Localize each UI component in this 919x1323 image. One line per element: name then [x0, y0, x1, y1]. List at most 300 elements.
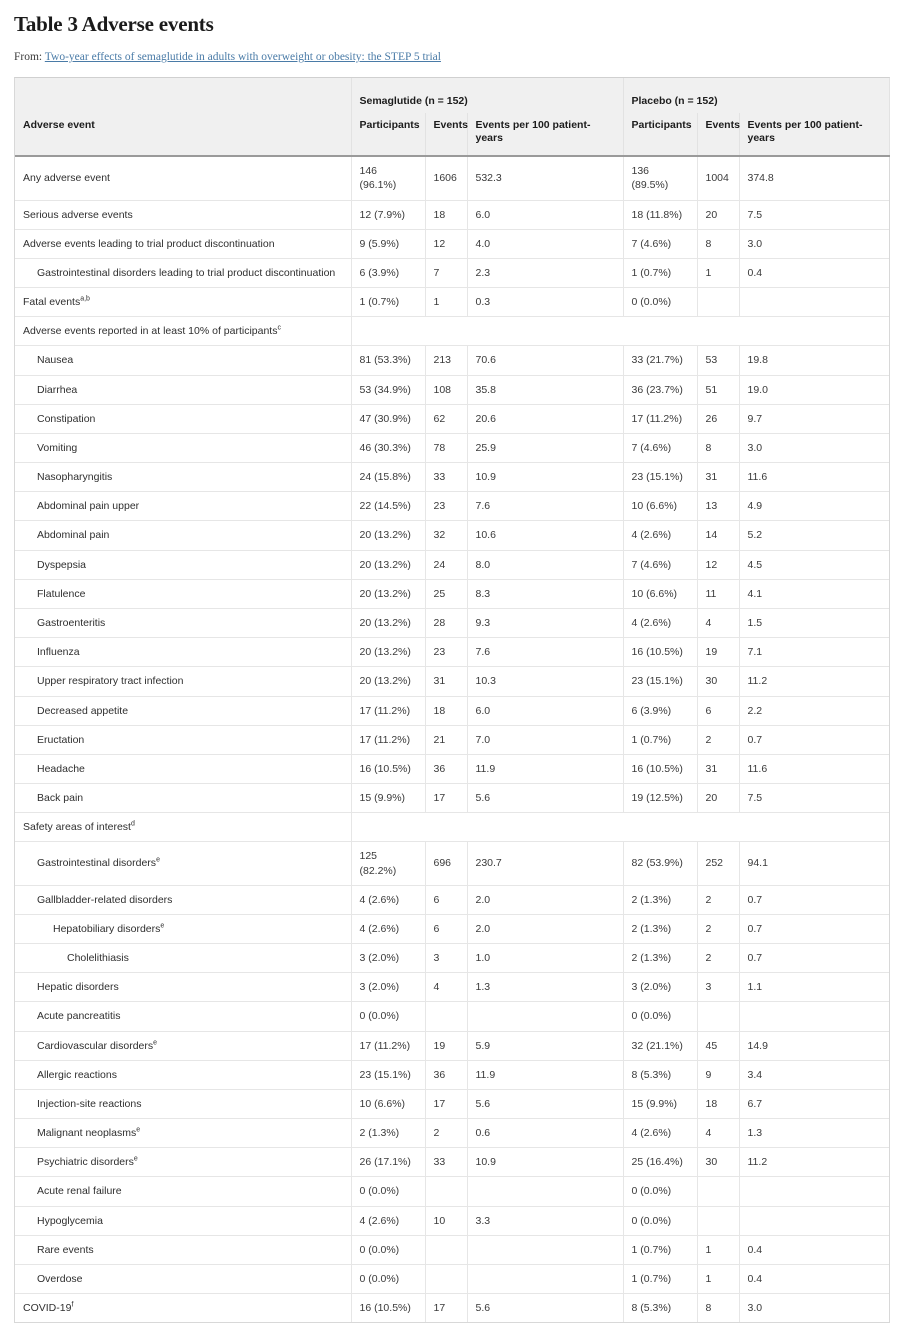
cell-sema-rate: 10.9	[467, 1148, 623, 1177]
table-row	[15, 813, 889, 842]
cell-pbo-rate: 9.7	[739, 404, 889, 433]
cell-pbo-participants: 8 (5.3%)	[623, 1060, 697, 1089]
cell-sema-participants: 15 (9.9%)	[351, 784, 425, 813]
cell-pbo-participants: 1 (0.7%)	[623, 1235, 697, 1264]
cell-adverse-event: Upper respiratory tract infection	[15, 667, 351, 696]
cell-sema-events: 3	[425, 944, 467, 973]
table-row	[15, 973, 889, 1002]
cell-sema-rate	[467, 1235, 623, 1264]
cell-adverse-event: Malignant neoplasms$^e$	[15, 1119, 351, 1148]
cell-adverse-event: Adverse events reported in at least 10% of participants$^c$	[15, 317, 351, 346]
cell-pbo-participants: 4 (2.6%)	[623, 521, 697, 550]
cell-sema-rate: 10.3	[467, 667, 623, 696]
cell-pbo-rate: 3.4	[739, 1060, 889, 1089]
cell-pbo-rate: 4.5	[739, 550, 889, 579]
cell-pbo-events: 31	[697, 463, 739, 492]
cell-pbo-rate	[739, 1177, 889, 1206]
cell-sema-rate: 0.6	[467, 1119, 623, 1148]
cell-adverse-event: Diarrhea	[15, 375, 351, 404]
cell-pbo-events: 3	[697, 973, 739, 1002]
table-page	[0, 12, 919, 1315]
cell-sema-participants: 3 (2.0%)	[351, 973, 425, 1002]
cell-sema-participants: 46 (30.3%)	[351, 433, 425, 462]
cell-pbo-events: 20	[697, 784, 739, 813]
cell-pbo-participants: 2 (1.3%)	[623, 914, 697, 943]
cell-pbo-events	[697, 288, 739, 317]
cell-pbo-participants: 19 (12.5%)	[623, 784, 697, 813]
table-row	[15, 1089, 889, 1118]
cell-pbo-rate: 3.0	[739, 1294, 889, 1323]
cell-pbo-events: 6	[697, 696, 739, 725]
cell-pbo-participants: 0 (0.0%)	[623, 1002, 697, 1031]
group-header-placebo: Placebo (n = 152)	[623, 78, 889, 113]
cell-pbo-events: 20	[697, 200, 739, 229]
table-row	[15, 521, 889, 550]
cell-pbo-events: 19	[697, 638, 739, 667]
cell-pbo-events: 2	[697, 914, 739, 943]
cell-sema-events: 23	[425, 638, 467, 667]
cell-pbo-events: 2	[697, 885, 739, 914]
cell-sema-events	[425, 1177, 467, 1206]
cell-pbo-rate: 7.5	[739, 200, 889, 229]
cell-adverse-event: Flatulence	[15, 579, 351, 608]
cell-sema-participants: 24 (15.8%)	[351, 463, 425, 492]
cell-sema-participants: 23 (15.1%)	[351, 1060, 425, 1089]
cell-pbo-rate: 5.2	[739, 521, 889, 550]
cell-pbo-events	[697, 1177, 739, 1206]
cell-pbo-events: 1	[697, 1264, 739, 1293]
cell-sema-participants: 1 (0.7%)	[351, 288, 425, 317]
cell-sema-events: 19	[425, 1031, 467, 1060]
cell-pbo-participants: 16 (10.5%)	[623, 638, 697, 667]
cell-sema-participants: 146 (96.1%)	[351, 156, 425, 200]
cell-pbo-participants: 15 (9.9%)	[623, 1089, 697, 1118]
footnote-marker: a,b	[80, 295, 90, 303]
cell-sema-participants: 2 (1.3%)	[351, 1119, 425, 1148]
cell-sema-participants: 12 (7.9%)	[351, 200, 425, 229]
table-row	[15, 914, 889, 943]
cell-sema-events: 21	[425, 725, 467, 754]
cell-pbo-rate: 6.7	[739, 1089, 889, 1118]
cell-sema-participants: 22 (14.5%)	[351, 492, 425, 521]
cell-pbo-events: 1	[697, 1235, 739, 1264]
cell-pbo-participants: 10 (6.6%)	[623, 492, 697, 521]
cell-sema-participants: 20 (13.2%)	[351, 667, 425, 696]
cell-adverse-event: Any adverse event	[15, 156, 351, 200]
cell-sema-rate: 3.3	[467, 1206, 623, 1235]
cell-adverse-event: Nasopharyngitis	[15, 463, 351, 492]
cell-sema-participants: 17 (11.2%)	[351, 725, 425, 754]
cell-pbo-events: 9	[697, 1060, 739, 1089]
cell-sema-events: 32	[425, 521, 467, 550]
table-row	[15, 944, 889, 973]
table-row	[15, 725, 889, 754]
cell-pbo-participants: 0 (0.0%)	[623, 1206, 697, 1235]
cell-sema-participants: 0 (0.0%)	[351, 1264, 425, 1293]
group-header-semaglutide: Semaglutide (n = 152)	[351, 78, 623, 113]
cell-sema-events: 6	[425, 885, 467, 914]
cell-sema-participants: 20 (13.2%)	[351, 521, 425, 550]
footnote-marker: f	[71, 1301, 74, 1309]
cell-pbo-participants: 7 (4.6%)	[623, 229, 697, 258]
cell-sema-events: 62	[425, 404, 467, 433]
cell-sema-participants: 4 (2.6%)	[351, 914, 425, 943]
cell-pbo-events: 18	[697, 1089, 739, 1118]
cell-sema-events: 28	[425, 609, 467, 638]
cell-adverse-event: Gastrointestinal disorders leading to trial product discontinuation	[15, 258, 351, 287]
cell-pbo-participants: 0 (0.0%)	[623, 288, 697, 317]
cell-pbo-rate: 1.1	[739, 973, 889, 1002]
cell-sema-events: 4	[425, 973, 467, 1002]
cell-pbo-rate: 7.1	[739, 638, 889, 667]
adverse-events-table	[15, 78, 890, 1322]
cell-pbo-participants: 32 (21.1%)	[623, 1031, 697, 1060]
cell-pbo-participants: 18 (11.8%)	[623, 200, 697, 229]
cell-adverse-event: Psychiatric disorders$^e$	[15, 1148, 351, 1177]
cell-sema-participants: 0 (0.0%)	[351, 1177, 425, 1206]
table-row	[15, 1002, 889, 1031]
footnote-marker: d	[130, 820, 135, 828]
cell-pbo-participants: 8 (5.3%)	[623, 1294, 697, 1323]
page-title: Table 3 Adverse events	[14, 12, 214, 36]
table-row	[15, 609, 889, 638]
table-row	[15, 200, 889, 229]
table-row	[15, 404, 889, 433]
table-row	[15, 1119, 889, 1148]
cell-sema-participants: 3 (2.0%)	[351, 944, 425, 973]
cell-adverse-event: Cardiovascular disorders$^e$	[15, 1031, 351, 1060]
cell-pbo-rate: 4.9	[739, 492, 889, 521]
cell-pbo-participants: 6 (3.9%)	[623, 696, 697, 725]
cell-pbo-participants: 25 (16.4%)	[623, 1148, 697, 1177]
cell-pbo-participants: 16 (10.5%)	[623, 754, 697, 783]
cell-adverse-event: Eructation	[15, 725, 351, 754]
cell-sema-participants: 125 (82.2%)	[351, 842, 425, 885]
cell-sema-rate: 7.6	[467, 492, 623, 521]
cell-sema-participants: 9 (5.9%)	[351, 229, 425, 258]
cell-pbo-participants: 2 (1.3%)	[623, 885, 697, 914]
cell-pbo-events: 45	[697, 1031, 739, 1060]
cell-sema-rate: 8.0	[467, 550, 623, 579]
table-row	[15, 638, 889, 667]
cell-adverse-event: Serious adverse events	[15, 200, 351, 229]
cell-pbo-rate: 19.8	[739, 346, 889, 375]
cell-pbo-rate: 14.9	[739, 1031, 889, 1060]
cell-adverse-event: Vomiting	[15, 433, 351, 462]
table-row	[15, 463, 889, 492]
cell-sema-rate: 9.3	[467, 609, 623, 638]
cell-sema-rate	[467, 1264, 623, 1293]
cell-sema-rate: 0.3	[467, 288, 623, 317]
cell-sema-events: 31	[425, 667, 467, 696]
cell-pbo-events: 2	[697, 725, 739, 754]
cell-adverse-event: Decreased appetite	[15, 696, 351, 725]
cell-pbo-participants: 1 (0.7%)	[623, 258, 697, 287]
cell-sema-events: 33	[425, 1148, 467, 1177]
cell-pbo-rate: 0.7	[739, 914, 889, 943]
cell-sema-participants: 0 (0.0%)	[351, 1235, 425, 1264]
cell-sema-participants: 10 (6.6%)	[351, 1089, 425, 1118]
cell-sema-events	[425, 1264, 467, 1293]
cell-sema-events: 10	[425, 1206, 467, 1235]
cell-pbo-events: 2	[697, 944, 739, 973]
cell-pbo-events: 13	[697, 492, 739, 521]
cell-sema-rate: 532.3	[467, 156, 623, 200]
footnote-marker: e	[156, 856, 160, 864]
column-header-adverse-event: Adverse event	[15, 113, 351, 156]
cell-sema-events: 23	[425, 492, 467, 521]
cell-sema-events: 24	[425, 550, 467, 579]
cell-sema-participants: 16 (10.5%)	[351, 754, 425, 783]
cell-pbo-rate: 11.2	[739, 667, 889, 696]
table-row	[15, 229, 889, 258]
column-header-row	[15, 113, 889, 156]
cell-pbo-events	[697, 1206, 739, 1235]
table-row	[15, 1294, 889, 1323]
cell-sema-events: 108	[425, 375, 467, 404]
table-row	[15, 579, 889, 608]
cell-pbo-participants: 1 (0.7%)	[623, 725, 697, 754]
cell-pbo-events: 1	[697, 258, 739, 287]
cell-section-spacer	[351, 813, 889, 842]
table-row	[15, 288, 889, 317]
cell-adverse-event: Abdominal pain upper	[15, 492, 351, 521]
cell-pbo-rate: 7.5	[739, 784, 889, 813]
cell-sema-participants: 17 (11.2%)	[351, 696, 425, 725]
table-row	[15, 1060, 889, 1089]
cell-adverse-event: Safety areas of interest$^d$	[15, 813, 351, 842]
cell-sema-rate: 230.7	[467, 842, 623, 885]
footnote-marker: e	[160, 922, 165, 930]
cell-sema-events: 2	[425, 1119, 467, 1148]
table-row	[15, 667, 889, 696]
cell-pbo-events: 4	[697, 609, 739, 638]
table-row	[15, 1177, 889, 1206]
cell-pbo-events	[697, 1002, 739, 1031]
cell-sema-participants: 6 (3.9%)	[351, 258, 425, 287]
cell-sema-events: 12	[425, 229, 467, 258]
cell-pbo-rate: 11.2	[739, 1148, 889, 1177]
cell-pbo-rate: 3.0	[739, 433, 889, 462]
cell-pbo-events: 51	[697, 375, 739, 404]
cell-pbo-rate: 0.7	[739, 725, 889, 754]
cell-pbo-participants: 36 (23.7%)	[623, 375, 697, 404]
cell-adverse-event: Abdominal pain	[15, 521, 351, 550]
cell-pbo-participants: 23 (15.1%)	[623, 463, 697, 492]
cell-pbo-rate: 19.0	[739, 375, 889, 404]
footnote-marker: e	[153, 1039, 158, 1047]
cell-pbo-rate: 0.4	[739, 1264, 889, 1293]
table-row	[15, 1235, 889, 1264]
cell-adverse-event: COVID-19$^f$	[15, 1294, 351, 1323]
cell-sema-events	[425, 1235, 467, 1264]
cell-sema-rate: 5.9	[467, 1031, 623, 1060]
footnote-marker: c	[277, 324, 281, 332]
cell-adverse-event: Injection-site reactions	[15, 1089, 351, 1118]
cell-adverse-event: Rare events	[15, 1235, 351, 1264]
cell-sema-rate: 25.9	[467, 433, 623, 462]
cell-adverse-event: Acute renal failure	[15, 1177, 351, 1206]
cell-sema-rate	[467, 1002, 623, 1031]
cell-sema-rate: 5.6	[467, 1089, 623, 1118]
cell-pbo-participants: 3 (2.0%)	[623, 973, 697, 1002]
cell-adverse-event: Allergic reactions	[15, 1060, 351, 1089]
cell-sema-events: 7	[425, 258, 467, 287]
cell-sema-rate: 5.6	[467, 1294, 623, 1323]
cell-pbo-events: 8	[697, 433, 739, 462]
cell-sema-participants: 0 (0.0%)	[351, 1002, 425, 1031]
cell-sema-events: 18	[425, 696, 467, 725]
cell-sema-rate: 10.9	[467, 463, 623, 492]
cell-sema-participants: 20 (13.2%)	[351, 609, 425, 638]
cell-pbo-rate: 1.3	[739, 1119, 889, 1148]
column-header-pbo-participants: Participants	[623, 113, 697, 156]
cell-pbo-rate: 94.1	[739, 842, 889, 885]
cell-adverse-event: Influenza	[15, 638, 351, 667]
table-row	[15, 754, 889, 783]
cell-sema-rate: 1.0	[467, 944, 623, 973]
column-header-pbo-rate: Events per 100 patient-years	[739, 113, 889, 156]
cell-sema-events: 36	[425, 754, 467, 783]
table-row	[15, 317, 889, 346]
cell-pbo-rate: 2.2	[739, 696, 889, 725]
cell-sema-rate: 7.6	[467, 638, 623, 667]
cell-pbo-rate: 374.8	[739, 156, 889, 200]
cell-pbo-rate: 0.7	[739, 944, 889, 973]
cell-sema-participants: 81 (53.3%)	[351, 346, 425, 375]
cell-pbo-participants: 33 (21.7%)	[623, 346, 697, 375]
cell-pbo-rate: 1.5	[739, 609, 889, 638]
cell-sema-rate: 11.9	[467, 1060, 623, 1089]
column-header-sema-participants: Participants	[351, 113, 425, 156]
cell-pbo-participants: 4 (2.6%)	[623, 1119, 697, 1148]
cell-pbo-events: 53	[697, 346, 739, 375]
cell-sema-participants: 4 (2.6%)	[351, 885, 425, 914]
table-body	[15, 156, 889, 1322]
table-head	[15, 78, 889, 156]
table-row	[15, 885, 889, 914]
cell-adverse-event: Hepatobiliary disorders$^e$	[15, 914, 351, 943]
column-header-pbo-events: Events	[697, 113, 739, 156]
cell-sema-events: 696	[425, 842, 467, 885]
cell-sema-events: 17	[425, 1089, 467, 1118]
cell-adverse-event: Back pain	[15, 784, 351, 813]
cell-adverse-event: Constipation	[15, 404, 351, 433]
cell-pbo-events: 26	[697, 404, 739, 433]
cell-sema-participants: 47 (30.9%)	[351, 404, 425, 433]
cell-sema-participants: 4 (2.6%)	[351, 1206, 425, 1235]
cell-sema-events: 17	[425, 1294, 467, 1323]
group-header-row	[15, 78, 889, 113]
cell-sema-events: 33	[425, 463, 467, 492]
cell-pbo-events: 14	[697, 521, 739, 550]
cell-pbo-rate: 0.4	[739, 258, 889, 287]
cell-sema-rate	[467, 1177, 623, 1206]
cell-sema-rate: 1.3	[467, 973, 623, 1002]
cell-sema-events: 1606	[425, 156, 467, 200]
cell-adverse-event: Gastroenteritis	[15, 609, 351, 638]
adverse-events-table-container	[14, 77, 890, 1323]
from-label: From:	[14, 51, 43, 63]
table-row	[15, 1264, 889, 1293]
cell-sema-events: 78	[425, 433, 467, 462]
cell-pbo-events: 30	[697, 1148, 739, 1177]
cell-sema-rate: 7.0	[467, 725, 623, 754]
footnote-marker: e	[133, 1155, 138, 1163]
cell-pbo-participants: 1 (0.7%)	[623, 1264, 697, 1293]
cell-sema-events: 17	[425, 784, 467, 813]
table-row	[15, 696, 889, 725]
cell-pbo-rate	[739, 1206, 889, 1235]
cell-adverse-event: Gastrointestinal disorders$^e$	[15, 842, 351, 885]
cell-sema-participants: 20 (13.2%)	[351, 579, 425, 608]
cell-sema-rate: 10.6	[467, 521, 623, 550]
cell-sema-rate: 8.3	[467, 579, 623, 608]
cell-sema-events: 18	[425, 200, 467, 229]
cell-sema-rate: 4.0	[467, 229, 623, 258]
cell-sema-events: 1	[425, 288, 467, 317]
cell-pbo-rate	[739, 288, 889, 317]
cell-pbo-participants: 0 (0.0%)	[623, 1177, 697, 1206]
cell-adverse-event: Adverse events leading to trial product discontinuation	[15, 229, 351, 258]
cell-sema-rate: 35.8	[467, 375, 623, 404]
cell-adverse-event: Hypoglycemia	[15, 1206, 351, 1235]
cell-pbo-events: 11	[697, 579, 739, 608]
cell-sema-rate: 2.0	[467, 914, 623, 943]
cell-pbo-participants: 10 (6.6%)	[623, 579, 697, 608]
cell-pbo-events: 31	[697, 754, 739, 783]
cell-sema-participants: 16 (10.5%)	[351, 1294, 425, 1323]
cell-pbo-participants: 7 (4.6%)	[623, 433, 697, 462]
cell-pbo-participants: 23 (15.1%)	[623, 667, 697, 696]
cell-sema-events: 25	[425, 579, 467, 608]
cell-pbo-events: 8	[697, 229, 739, 258]
cell-adverse-event: Cholelithiasis	[15, 944, 351, 973]
table-row	[15, 784, 889, 813]
cell-sema-participants: 20 (13.2%)	[351, 638, 425, 667]
cell-pbo-rate: 11.6	[739, 754, 889, 783]
cell-sema-events: 213	[425, 346, 467, 375]
table-row	[15, 842, 889, 885]
cell-sema-rate: 70.6	[467, 346, 623, 375]
cell-pbo-rate: 4.1	[739, 579, 889, 608]
cell-pbo-participants: 82 (53.9%)	[623, 842, 697, 885]
cell-sema-events: 6	[425, 914, 467, 943]
cell-adverse-event: Overdose	[15, 1264, 351, 1293]
cell-sema-rate: 5.6	[467, 784, 623, 813]
cell-adverse-event: Headache	[15, 754, 351, 783]
cell-adverse-event: Hepatic disorders	[15, 973, 351, 1002]
cell-sema-participants: 17 (11.2%)	[351, 1031, 425, 1060]
cell-sema-rate: 6.0	[467, 200, 623, 229]
cell-pbo-rate	[739, 1002, 889, 1031]
table-row	[15, 1148, 889, 1177]
cell-sema-events: 36	[425, 1060, 467, 1089]
cell-sema-rate: 2.0	[467, 885, 623, 914]
source-article-link[interactable]: Two-year effects of semaglutide in adults with overweight or obesity: the STEP 5 trial	[44, 51, 441, 63]
cell-pbo-events: 1004	[697, 156, 739, 200]
table-row	[15, 375, 889, 404]
cell-sema-events	[425, 1002, 467, 1031]
cell-sema-participants: 20 (13.2%)	[351, 550, 425, 579]
table-row	[15, 492, 889, 521]
cell-pbo-rate: 0.4	[739, 1235, 889, 1264]
cell-pbo-participants: 136 (89.5%)	[623, 156, 697, 200]
cell-section-spacer	[351, 317, 889, 346]
cell-pbo-participants: 17 (11.2%)	[623, 404, 697, 433]
column-header-sema-events: Events	[425, 113, 467, 156]
table-row	[15, 1031, 889, 1060]
